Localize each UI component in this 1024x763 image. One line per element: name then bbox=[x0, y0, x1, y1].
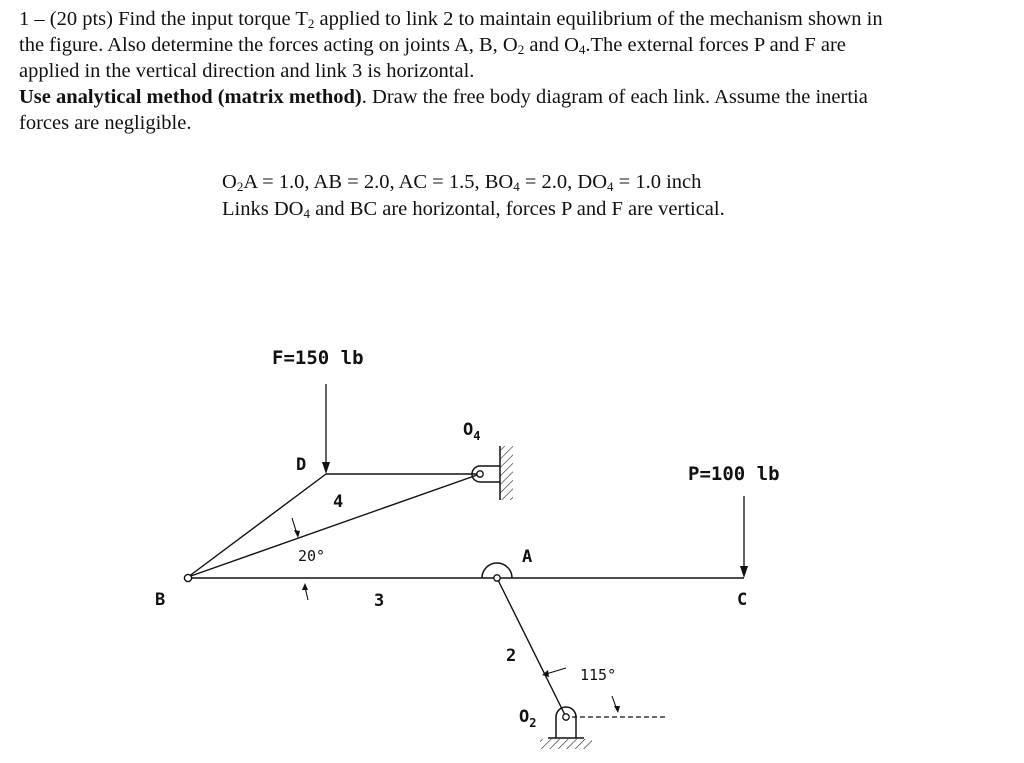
force-f-label: F=150 lb bbox=[272, 347, 364, 369]
link-4 bbox=[188, 474, 480, 577]
label-o4: $O_4$ bbox=[463, 420, 481, 443]
force-p-label: P=100 lb bbox=[688, 463, 780, 485]
label-link-4: 4 bbox=[333, 492, 344, 512]
label-o2: $O_2$ bbox=[519, 707, 537, 730]
label-d: D bbox=[296, 455, 307, 475]
problem-line-5: forces are negligible. bbox=[19, 112, 192, 134]
method-emphasis: Use analytical method (matrix method) bbox=[19, 86, 362, 108]
givens-line-1: $O_2A = 1.0$, AB = 2.0, AC = 1.5, $BO_4 = 2.0$, $DO_4 = 1.0$ inch bbox=[222, 171, 702, 194]
label-a: A bbox=[522, 547, 533, 567]
label-angle-115: 115° bbox=[580, 666, 617, 684]
problem-line-3: applied in the vertical direction and link 3 is horizontal. bbox=[19, 60, 475, 82]
label-c: C bbox=[737, 590, 748, 610]
label-link-2: 2 bbox=[506, 646, 517, 666]
problem-line-4: Use analytical method (matrix method). Draw the free body diagram of each link. Assume the inertia bbox=[19, 86, 868, 108]
label-link-3: 3 bbox=[374, 591, 385, 611]
label-angle-20: 20° bbox=[298, 547, 326, 565]
problem-line-2: the figure. Also determine the forces acting on joints A, B, $O_2$ and $O_4.The$ external forces P and F are bbox=[19, 34, 846, 57]
force-p-arrow bbox=[740, 496, 748, 578]
problem-line-1: 1 – (20 pts) Find the input torque $T_2$ applied to link 2 to maintain equilibrium of the mechanism shown in bbox=[19, 8, 883, 31]
force-f-arrow bbox=[322, 384, 330, 474]
pivot-o2 bbox=[540, 707, 592, 749]
givens-line-2: Links $DO_4$ and BC are horizontal, forces P and F are vertical. bbox=[222, 198, 725, 221]
pivot-o4 bbox=[472, 446, 513, 500]
label-b: B bbox=[155, 590, 166, 610]
joint-b bbox=[184, 574, 191, 581]
